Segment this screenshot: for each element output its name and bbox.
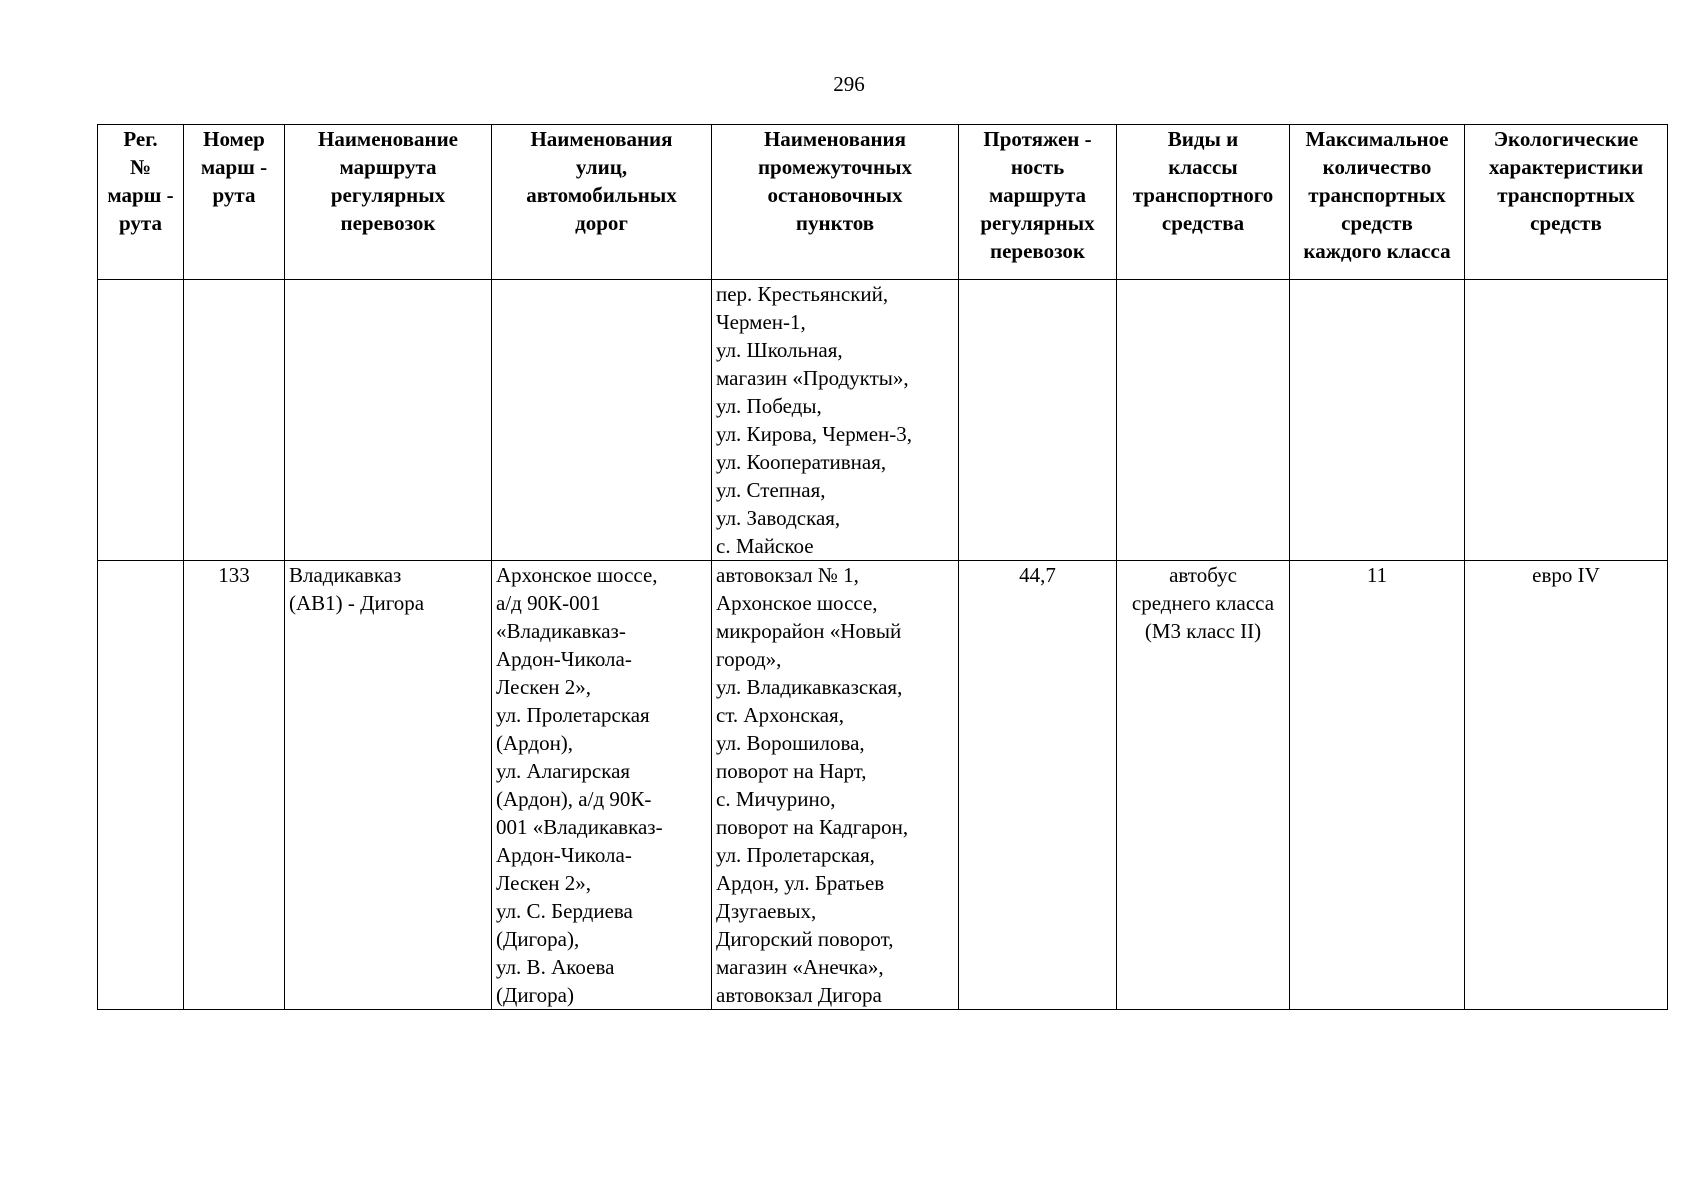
header-streets <box>492 125 712 280</box>
text-line: «Владикавказ- <box>496 619 626 643</box>
text-line: автовокзал № 1, <box>716 563 859 587</box>
text-line: Архонское шоссе, <box>716 591 878 615</box>
text-line: (Ардон), а/д 90К- <box>496 787 652 811</box>
text-line: классы <box>1168 155 1238 179</box>
text-line: с. Майское <box>716 534 814 558</box>
text-line: Наименования <box>763 127 907 151</box>
text-line: марш - <box>200 155 268 179</box>
text-line: а/д 90К-001 <box>496 591 601 615</box>
text-line: регулярных <box>330 183 446 207</box>
text-line: Ардон-Чикола- <box>496 843 632 867</box>
text-line: Лескен 2», <box>496 675 592 699</box>
text-line: среднего класса <box>1131 591 1275 615</box>
text-line: регулярных <box>980 211 1095 235</box>
text-line: Архонское шоссе, <box>496 563 658 587</box>
text-line: Чермен-1, <box>716 310 806 334</box>
text-line: автовокзал Дигора <box>716 983 882 1007</box>
text-line: Лескен 2», <box>496 871 592 895</box>
text-line: Рег. <box>123 127 158 151</box>
text-line: остановочных <box>767 183 903 207</box>
text-line: ст. Архонская, <box>716 703 844 727</box>
text-line: Владикавказ <box>289 563 402 587</box>
cell-vehicle-type <box>1117 280 1290 561</box>
text-line: ул. Ворошилова, <box>716 731 865 755</box>
header-stops <box>712 125 959 280</box>
cell-route-number: 133 <box>184 561 285 1010</box>
text-line: ность <box>1010 155 1065 179</box>
text-line: магазин «Анечка», <box>716 955 884 979</box>
text-line: дорог <box>575 211 628 235</box>
text-line: Виды и <box>1167 127 1239 151</box>
page-number: 296 <box>833 72 865 96</box>
text-line: промежуточных <box>757 155 913 179</box>
table-row-route-133 <box>98 561 1668 1010</box>
cell-length: 44,7 <box>959 561 1117 1010</box>
text-line: рута <box>212 183 256 207</box>
text-line: № <box>129 155 152 179</box>
text-line: пер. Крестьянский, <box>716 282 889 306</box>
text-line: средств <box>1530 211 1602 235</box>
text-line: микрорайон «Новый <box>716 619 902 643</box>
text-line: перевозок <box>340 211 436 235</box>
routes-table <box>97 124 1668 1010</box>
text-line: магазин «Продукты», <box>716 366 909 390</box>
cell-route-name <box>285 561 492 1010</box>
text-line: поворот на Нарт, <box>716 759 867 783</box>
text-line: Дигорский поворот, <box>716 927 894 951</box>
text-line: ул. Владикавказская, <box>716 675 903 699</box>
text-line: рута <box>119 211 162 235</box>
header-route-name <box>285 125 492 280</box>
text-line: количество <box>1322 155 1432 179</box>
header-length <box>959 125 1117 280</box>
cell-reg-number <box>98 561 184 1010</box>
text-line: маршрута <box>339 155 437 179</box>
text-line: маршрута <box>988 183 1087 207</box>
cell-route-number <box>184 280 285 561</box>
cell-max-vehicles: 11 <box>1290 561 1465 1010</box>
text-line: марш - <box>107 183 174 207</box>
table-header-row <box>98 125 1668 280</box>
text-line: каждого класса <box>1303 239 1451 263</box>
header-eco <box>1465 125 1668 280</box>
header-vehicle-type <box>1117 125 1290 280</box>
text-line: город», <box>716 647 782 671</box>
cell-max-vehicles <box>1290 280 1465 561</box>
text-line: (М3 класс II) <box>1144 619 1262 643</box>
header-route-number <box>184 125 285 280</box>
cell-route-name <box>285 280 492 561</box>
text-line: ул. Школьная, <box>716 338 843 362</box>
text-line: средств <box>1341 211 1413 235</box>
header-max-vehicles <box>1290 125 1465 280</box>
text-line: характеристики <box>1488 155 1644 179</box>
text-line: транспортного <box>1132 183 1274 207</box>
text-line: ул. Заводская, <box>716 506 841 530</box>
cell-reg-number <box>98 280 184 561</box>
text-line: ул. С. Бердиева <box>496 899 633 923</box>
text-line: Протяжен - <box>983 127 1092 151</box>
text-line: 001 «Владикавказ- <box>496 815 663 839</box>
text-line: ул. Пролетарская, <box>716 843 875 867</box>
text-line: (Дигора) <box>496 983 574 1007</box>
cell-eco <box>1465 280 1668 561</box>
cell-streets <box>492 561 712 1010</box>
text-line: ул. Степная, <box>716 478 826 502</box>
table-row-continued <box>98 280 1668 561</box>
text-line: транспортных <box>1308 183 1446 207</box>
text-line: ул. Кооперативная, <box>716 450 887 474</box>
text-line: Экологические <box>1493 127 1639 151</box>
text-line: средства <box>1161 211 1245 235</box>
text-line: транспортных <box>1497 183 1635 207</box>
text-line: ул. Победы, <box>716 394 822 418</box>
text-line: перевозок <box>989 239 1086 263</box>
text-line: ул. Кирова, Чермен-3, <box>716 422 913 446</box>
header-reg-number <box>98 125 184 280</box>
text-line: улиц, <box>575 155 628 179</box>
text-line: пунктов <box>795 211 875 235</box>
text-line: ул. Алагирская <box>496 759 631 783</box>
text-line: (Дигора), <box>496 927 580 951</box>
text-line: Наименования <box>530 127 673 151</box>
text-line: Максимальное <box>1305 127 1449 151</box>
text-line: автобус <box>1169 563 1237 587</box>
text-line: ул. В. Акоева <box>496 955 615 979</box>
text-line: (Ардон), <box>496 731 574 755</box>
text-line: Ардон-Чикола- <box>496 647 632 671</box>
text-line: (АВ1) - Дигора <box>289 591 425 615</box>
cell-stops <box>712 561 959 1010</box>
cell-length <box>959 280 1117 561</box>
text-line: поворот на Кадгарон, <box>716 815 909 839</box>
text-line: с. Мичурино, <box>716 787 836 811</box>
text-line: Наименование <box>318 127 458 151</box>
cell-eco: евро IV <box>1465 561 1668 1010</box>
text-line: Дзугаевых, <box>716 899 817 923</box>
cell-stops <box>712 280 959 561</box>
cell-streets <box>492 280 712 561</box>
text-line: Ардон, ул. Братьев <box>716 871 885 895</box>
cell-vehicle-type <box>1117 561 1290 1010</box>
text-line: автомобильных <box>526 183 677 207</box>
text-line: ул. Пролетарская <box>496 703 650 727</box>
text-line: Номер <box>203 127 265 151</box>
